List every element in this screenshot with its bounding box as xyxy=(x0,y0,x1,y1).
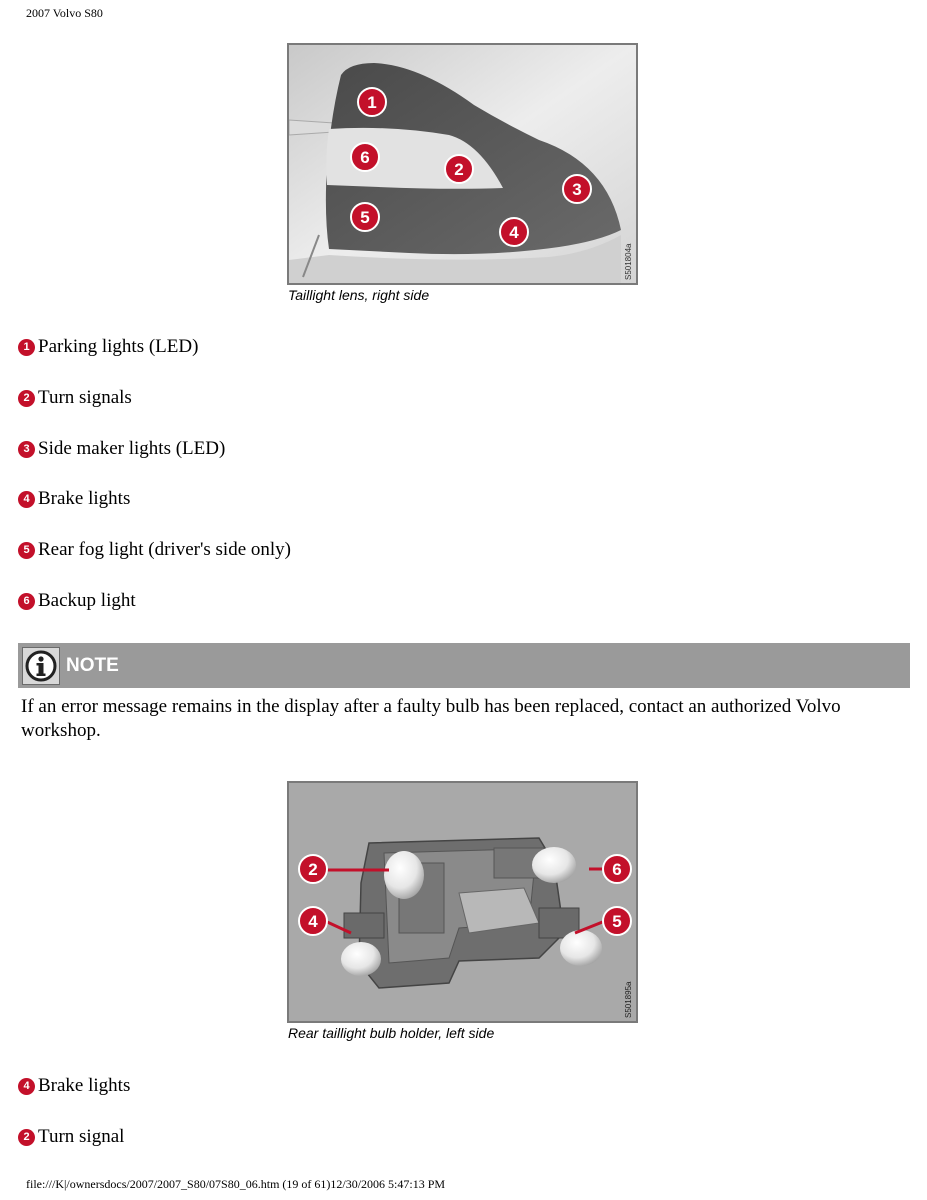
image-code: S501895a xyxy=(624,981,633,1018)
legend-item xyxy=(18,488,130,510)
number-badge-icon: 2 xyxy=(18,1129,35,1146)
note-text: If an error message remains in the display after a faulty bulb has been replaced, contact an authorized Volvo workshop. xyxy=(21,696,841,741)
callout-4 xyxy=(299,907,327,935)
number-badge-icon: 5 xyxy=(18,542,35,559)
number-badge-icon: 4 xyxy=(18,491,35,508)
callout-5 xyxy=(603,907,631,935)
svg-text:5: 5 xyxy=(360,208,370,227)
callout-6 xyxy=(351,143,379,171)
svg-text:5: 5 xyxy=(612,912,622,931)
callout-2 xyxy=(445,155,473,183)
callout-6 xyxy=(603,855,631,883)
callout-3 xyxy=(563,175,591,203)
file-path-footer: file:///K|/ownersdocs/2007/2007_S80/07S80_06.htm (19 of 61)12/30/2006 5:47:13 PM xyxy=(26,1177,446,1191)
legend-label: Side maker lights (LED) xyxy=(38,438,226,459)
svg-text:6: 6 xyxy=(360,148,370,167)
legend-label: Rear fog light (driver's side only) xyxy=(38,539,292,560)
number-badge-icon: 2 xyxy=(18,390,35,407)
svg-text:2: 2 xyxy=(454,160,464,179)
legend-item xyxy=(18,539,291,561)
number-badge-icon: 6 xyxy=(18,593,35,610)
callout-1 xyxy=(358,88,386,116)
legend-label: Backup light xyxy=(38,590,136,611)
taillight-lens-figure xyxy=(287,43,638,285)
callout-4 xyxy=(500,218,528,246)
callout-2 xyxy=(299,855,327,883)
svg-text:6: 6 xyxy=(612,860,622,879)
legend-item xyxy=(18,590,136,612)
note-header xyxy=(18,643,910,688)
svg-text:3: 3 xyxy=(572,180,582,199)
legend-item xyxy=(18,1126,124,1148)
legend-item xyxy=(18,336,198,358)
number-badge-icon: 3 xyxy=(18,441,35,458)
legend-label: Parking lights (LED) xyxy=(38,336,199,357)
taillight-illustration xyxy=(289,45,636,283)
document-title: 2007 Volvo S80 xyxy=(26,6,103,20)
image-code: S501804a xyxy=(624,243,633,280)
info-icon xyxy=(22,647,60,685)
bulb-holder-illustration xyxy=(289,783,636,1021)
legend-item xyxy=(18,1075,130,1097)
legend-label: Turn signal xyxy=(38,1126,125,1147)
legend-label: Brake lights xyxy=(38,488,131,509)
legend-label: Brake lights xyxy=(38,1075,131,1096)
number-badge-icon: 4 xyxy=(18,1078,35,1095)
svg-text:1: 1 xyxy=(367,93,377,112)
svg-text:2: 2 xyxy=(308,860,318,879)
legend-item xyxy=(18,438,225,460)
number-badge-icon: 1 xyxy=(18,339,35,356)
figure-caption: Taillight lens, right side xyxy=(288,287,430,303)
callout-5 xyxy=(351,203,379,231)
svg-text:4: 4 xyxy=(308,912,318,931)
svg-text:4: 4 xyxy=(509,223,519,242)
legend-item xyxy=(18,387,132,409)
bulb-holder-figure xyxy=(287,781,638,1023)
figure-caption: Rear taillight bulb holder, left side xyxy=(288,1025,495,1041)
note-title: NOTE xyxy=(66,654,119,676)
legend-label: Turn signals xyxy=(38,387,132,408)
